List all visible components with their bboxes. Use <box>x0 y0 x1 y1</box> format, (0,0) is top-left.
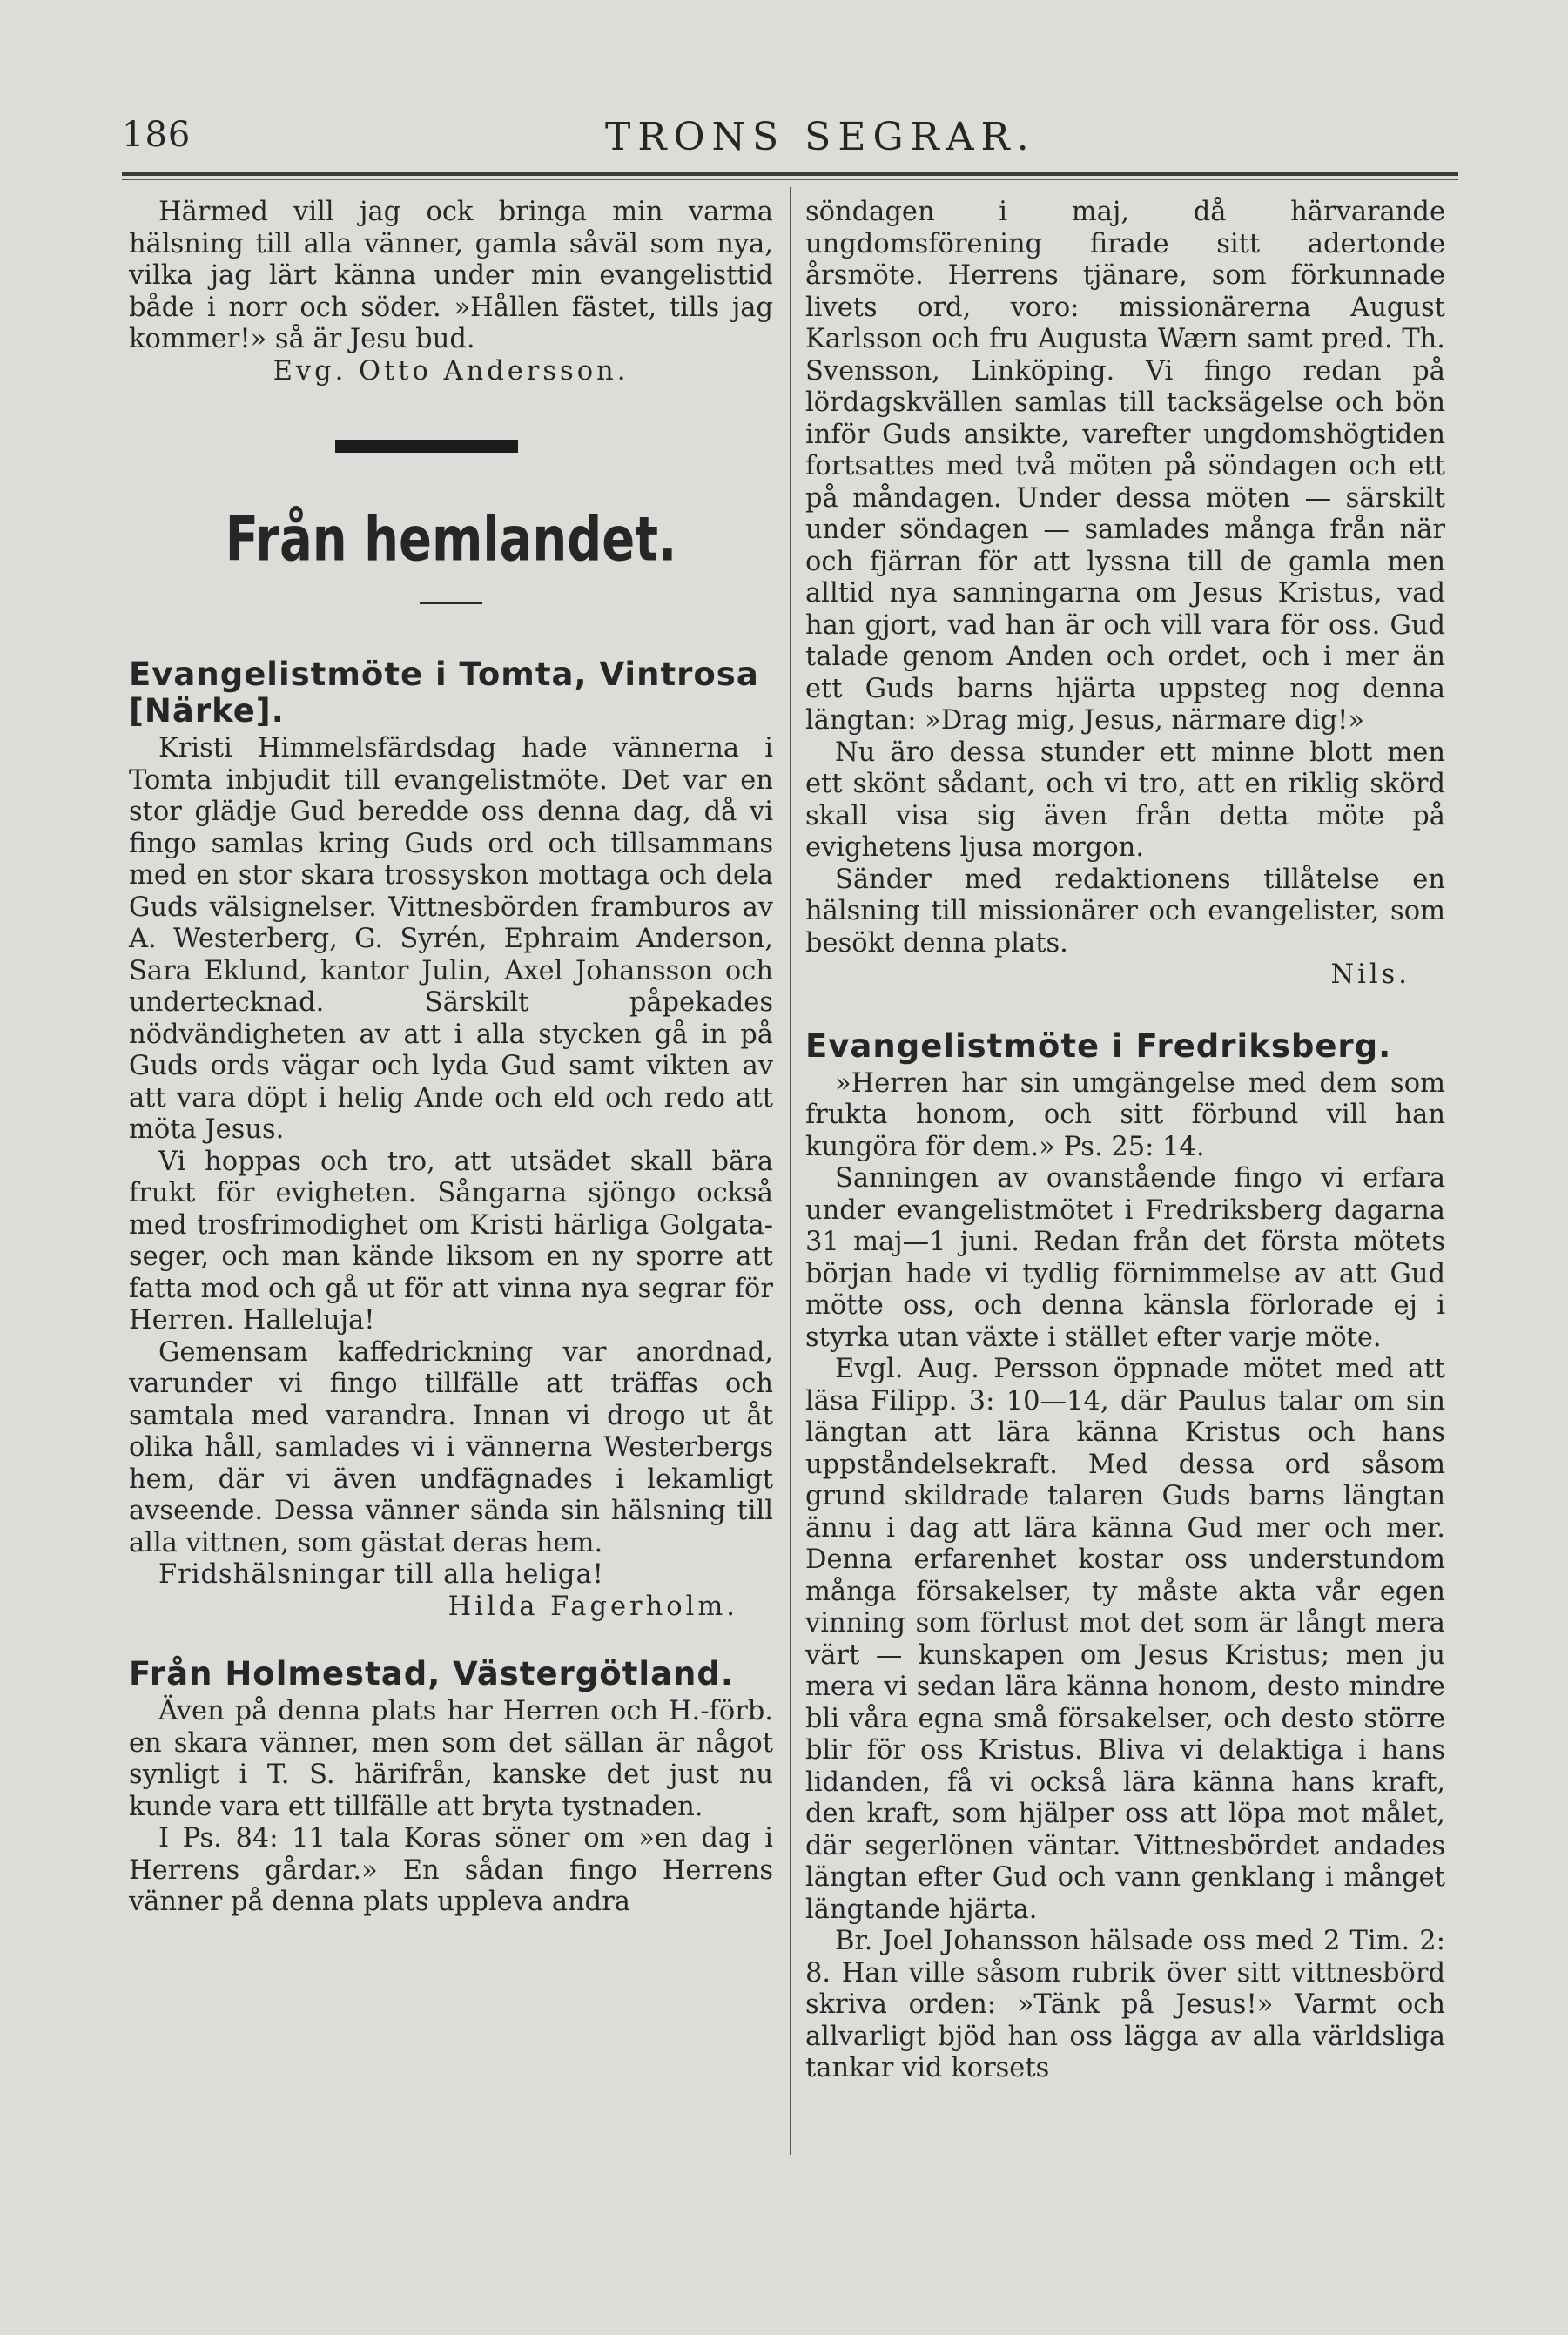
greeting-signature: Evg. Otto Andersson. <box>273 355 629 387</box>
article-paragraph: Även på denna plats har Herren och H.-förb. en skara vänner, men som det sällan är något synligt i T. S. härifrån, kanske det just nu kunde vara ett tillfälle att bryta tystnaden. <box>129 1696 773 1822</box>
article-paragraph: »Herren har sin umgängelse med dem som frukta honom, och sitt förbund vill han kungöra för dem.» Ps. 25: 14. <box>805 1067 1445 1162</box>
article-paragraph: Sänder med redaktionens tillåtelse en hälsning till missionärer och evangelister, som besökt denna plats. <box>805 864 1445 959</box>
article-heading-holmestad: Från Holmestad, Västergötland. <box>129 1655 734 1692</box>
article-paragraph: Br. Joel Johansson hälsade oss med 2 Tim. 2: 8. Han ville såsom rubrik över sitt vittnesbörd skriva orden: »Tänk på Jesus!» Varmt och allvarligt bjöd han oss lägga av alla världsliga tankar vid korsets <box>805 1926 1445 2083</box>
article-paragraph: Nu äro dessa stunder ett minne blott men ett skönt sådant, och vi tro, att en riklig skörd skall visa sig även från detta möte på evighetens ljusa morgon. <box>805 737 1445 863</box>
greeting-paragraph: Härmed vill jag ock bringa min varma hälsning till alla vänner, gamla såväl som nya, vilka jag lärt känna under min evangelisttid både i norr och söder. »Hållen fästet, tills jag kommer!» så är Jesu bud. <box>129 197 773 354</box>
running-title: TRONS SEGRAR. <box>605 115 1036 159</box>
article-paragraph: Evgl. Aug. Persson öppnade mötet med att läsa Filipp. 3: 10—14, där Paulus talar om sin längtan att lära känna Kristus och hans uppståndelsekraft. Med dessa ord såsom grund skildrade talaren Guds barns längtan ännu i dag att lära känna Gud mer och mer. Denna erfarenhet kostar oss understundom många försakelser, ty måste akta vår egen vinning som förlust mot det som är långt mera värt — kunskapen om Jesus Kristus; men ju mera vi sedan lära känna honom, desto mindre bli våra egna små försakelser, och desto större blir för oss Kristus. Bliva vi delaktiga i hans lidanden, få vi också lära känna hans kraft, den kraft, som hjälper oss att löpa mot målet, där segerlönen väntar. Vittnesbördet andades längtan efter Gud och vann genklang i månget längtande hjärta. <box>805 1354 1445 1925</box>
article-paragraph: Sanningen av ovanstående fingo vi erfara under evangelistmötet i Fredriksberg dagarna 31 maj—1 juni. Redan från det första mötets början hade vi tydlig förnimmelse av att Gud mötte oss, och denna känsla förlorade ej i styrka utan växte i stället efter varje möte. <box>805 1163 1445 1353</box>
article-closing: Fridshälsningar till alla heliga! <box>158 1559 604 1590</box>
article-signature: Nils. <box>1330 959 1410 990</box>
right-column <box>805 197 1445 2085</box>
ornament-bar <box>335 440 518 453</box>
header-rule-thin <box>122 179 1458 180</box>
page-header <box>122 115 1445 167</box>
article-paragraph: Gemensam kaffedrickning var anordnad, varunder vi fingo tillfälle att träffas och samtala med varandra. Innan vi drogo ut åt olika håll, samlades vi i vännerna Westerbergs hem, där vi även undfägnades i lekamligt avseende. Dessa vänner sända sin hälsning till alla vittnen, som gästat deras hem. <box>129 1336 773 1558</box>
article-paragraph: Vi hoppas och tro, att utsädet skall bära frukt för evigheten. Sångarna sjöngo också med trosfrimodighet om Kristi härliga Golgata-seger, och man kände liksom en ny sporre att fatta mod och gå ut för att vinna nya segrar för Herren. Halleluja! <box>129 1146 773 1336</box>
article-heading-fredriksberg: Evangelistmöte i Fredriksberg. <box>805 1026 1392 1065</box>
article-paragraph: Kristi Himmelsfärdsdag hade vännerna i Tomta inbjudit till evangelistmöte. Det var en stor glädje Gud beredde oss denna dag, då vi fingo samlas kring Guds ord och tillsammans med en stor skara trossyskon mottaga och dela Guds välsignelser. Vittnesbörden framburos av A. Westerberg, G. Syrén, Ephraim Anderson, Sara Eklund, kantor Julin, Axel Johansson och undertecknad. Särskilt påpekades nödvändigheten av att i alla stycken gå in på Guds ords vägar och lyda Gud samt vikten av att vara döpt i helig Ande och eld och redo att möta Jesus. <box>129 733 773 1145</box>
article-signature: Hilda Fagerholm. <box>448 1591 738 1622</box>
column-divider <box>790 187 791 2155</box>
section-rule <box>420 602 482 604</box>
page-number: 186 <box>122 115 192 155</box>
section-title: Från hemlandet. <box>225 504 677 576</box>
article-paragraph-continued: söndagen i maj, då härvarande ungdomsförening firade sitt adertonde årsmöte. Herrens tjänare, som förkunnade livets ord, voro: missionärerna August Karlsson och fru Augusta Wærn samt pred. Th. Svensson, Linköping. Vi fingo redan på lördagskvällen samlas till tacksägelse och bön inför Guds ansikte, varefter ungdomshögtiden fortsattes med två möten på söndagen och ett på måndagen. Under dessa möten — särskilt under söndagen — samlades många från när och fjärran för att lyssna till de gamla men alltid nya sanningarna om Jesus Kristus, vad han gjort, vad han är och vill vara för oss. Gud talade genom Anden och ordet, och i mer än ett Guds barns hjärta uppsteg nog denna längtan: »Drag mig, Jesus, närmare dig!» <box>805 197 1445 736</box>
header-rule <box>122 172 1458 176</box>
article-heading-tomta: Evangelistmöte i Tomta, Vintrosa [Närke]. <box>129 656 759 730</box>
left-column <box>129 197 773 1919</box>
article-paragraph: I Ps. 84: 11 tala Koras söner om »en dag i Herrens gårdar.» En sådan fingo Herrens vänner på denna plats uppleva andra <box>129 1823 773 1917</box>
